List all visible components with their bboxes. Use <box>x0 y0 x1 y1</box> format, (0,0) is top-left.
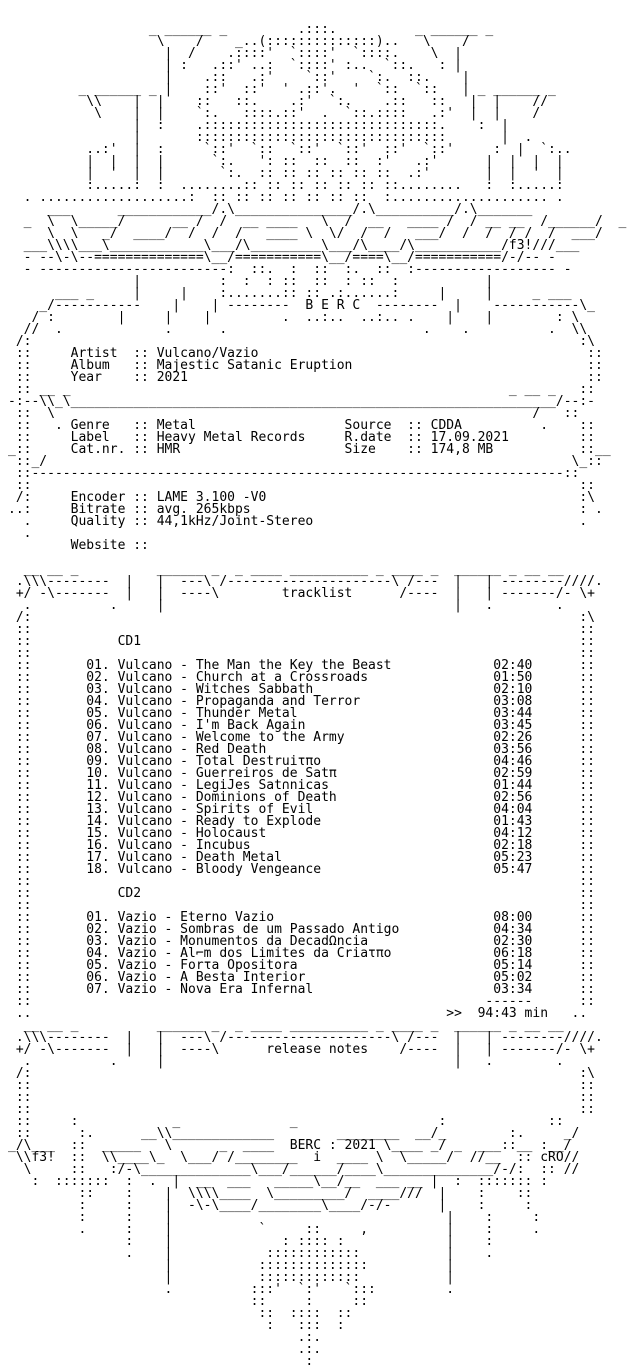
nfo-line: - --\-\--==============\__/===========\__/====\__/===========/-/-- - <box>8 250 556 265</box>
nfo-line: . : | ` :: , | : . <box>8 1222 541 1237</box>
nfo-line: :: :: <box>8 646 595 661</box>
nfo-line: :: Album :: Majestic Satanic Eruption :: <box>8 358 603 373</box>
nfo-line: :: :: <box>8 874 595 889</box>
nfo-line: :: :: <box>8 1078 595 1093</box>
nfo-line: . . | | . . <box>8 598 564 613</box>
nfo-line: \ | | `:. ::::.::' . `::.:::: .:' | | / <box>8 106 541 121</box>
nfo-line: _ ______ _ | ::' ::' ' .::'. ' `:: `:: | _ ______ _ <box>8 82 556 97</box>
nfo-line: / : | | | . ..:.. ..:.. . | | : \ <box>8 310 580 325</box>
nfo-line: ___ ____________/.\_______________/.\__________/.\_______ <box>8 202 533 217</box>
nfo-line: \ \ _/ ____/ / / / ____ \ \/ / / ___/ / / / / / ___/ <box>8 226 603 241</box>
nfo-line: :: :. __\\_____________ ________ __/_ :. _/ <box>8 1126 580 1141</box>
nfo-line: :: 03. Vulcano - Witches Sabbath 02:10 :: <box>8 682 595 697</box>
nfo-line: Website :: <box>8 538 149 553</box>
nfo-line: :: CD2 :: <box>8 886 595 901</box>
nfo-line: :: 04. Vazio - Al⌐m dos Limites da Criaτπo 06:18 :: <box>8 946 595 961</box>
nfo-line: :: 14. Vulcano - Ready to Explode 01:43 :: <box>8 814 595 829</box>
nfo-line: :: 01. Vulcano - The Man the Key the Beast 02:40 :: <box>8 658 595 673</box>
nfo-line: :: :: <box>8 898 595 913</box>
nfo-line: /: :\ <box>8 610 595 625</box>
nfo-line: :.....: : ........:: :: :: :: :: :: ::........ : :.....: <box>8 178 564 193</box>
nfo-line: :: 05. Vulcano - Thunder Metal 03:44 :: <box>8 706 595 721</box>
nfo-line: | | | | `:. ': :: :: :: :' .:' | | | | <box>8 154 564 169</box>
nfo-line: _/\___ :: _____ \ _ ____ BERC : 2021 \____ _/ _ ___::__ :__/ <box>8 1138 572 1153</box>
nfo-line: /: :\ <box>8 334 595 349</box>
nfo-line: . | :::::::::::: | . <box>8 1246 494 1261</box>
nfo-line: // . . . . . . \\ <box>8 322 588 337</box>
nfo-line: .\\\-------- | | ---\ /---------------------\ /--- | | --------////. <box>8 1030 603 1045</box>
nfo-line: __ __ _ ______ _ _ ____ __________ _ ____ _ ______ _ __ __ <box>8 562 564 577</box>
nfo-line: :: 06. Vazio - A Besta Interior 05:02 :: <box>8 970 595 985</box>
nfo-line: /: Encoder :: LAME 3.100 -V0 :\ <box>8 490 595 505</box>
nfo-line: :: 15. Vulcano - Holocaust 04:12 :: <box>8 826 595 841</box>
nfo-line: . . | | . . <box>8 1054 564 1069</box>
nfo-line: :: 07. Vazio - Nova Era Infernal 03:34 :: <box>8 982 595 997</box>
nfo-line: - ------------------------: ::. : :: :. :: :------------------ - <box>8 262 572 277</box>
nfo-line: ..:' | : `::' `:: `::' `::' ::' `::' : | `:.. <box>8 142 572 157</box>
nfo-line: +/ -\------- | | ----\ tracklist /---- | | -------/- \+ <box>8 586 595 601</box>
nfo-line: :: 08. Vulcano - Red Death 03:56 :: <box>8 742 595 757</box>
nfo-line: :: . Genre :: Metal Source :: CDDA . :: <box>8 418 595 433</box>
nfo-line: | :::::::::::::::::::::::::::::::: | . <box>8 130 533 145</box>
nfo-line: : <box>8 1354 314 1369</box>
nfo-line: | :::::::::::::: | <box>8 1258 455 1273</box>
nfo-line: :: 03. Vazio - Monumentos da DecadΩncia 02:30 :: <box>8 934 595 949</box>
nfo-line: :: :: <box>8 1102 595 1117</box>
nfo-line: :: 13. Vulcano - Spirits of Evil 04:04 :: <box>8 802 595 817</box>
nfo-line: \\ | | :: ::. .:' `:. .:: :: | | // <box>8 94 549 109</box>
nfo-line: __ __ _ ______ _ _ ____ __________ _ ____ _ ______ _ __ __ <box>8 1018 564 1033</box>
nfo-line: ..: Bitrate :: avg. 265kbps : . <box>8 502 603 517</box>
nfo-line: :: 06. Vulcano - I'm Back Again 03:45 :: <box>8 718 595 733</box>
nfo-line: :: ------ :: <box>8 994 595 1009</box>
nfo-line: :: 10. Vulcano - Guerreiros de Satπ 02:59 :: <box>8 766 595 781</box>
nfo-line: .:. <box>8 1342 322 1357</box>
nfo-line: _ \ \_____/ __ / / __ ____ \ / __ ____ / / __ __ /______/ _ <box>8 214 627 229</box>
nfo-line: :: 16. Vulcano - Incubus 02:18 :: <box>8 838 595 853</box>
nfo-line: :: :: <box>8 1090 595 1105</box>
nfo-line: .. >> 94:43 min .. <box>8 1006 588 1021</box>
nfo-line: +/ -\------- | | ----\ release notes /---- | | -------/- \+ <box>8 1042 595 1057</box>
nfo-line: :: 07. Vulcano - Welcome to the Army 02:26 :: <box>8 730 595 745</box>
nfo-line: :: 02. Vazio - Sombras de um Passado Antigo 04:34 :: <box>8 922 595 937</box>
nfo-line: -:--\\_\______________________________________________________________/--:- <box>8 394 595 409</box>
nfo-line: ___\\\\___\____________\___/\_________\___/\____/\___________/f3!///___ <box>8 238 580 253</box>
nfo-line: : : | | : : <box>8 1210 541 1225</box>
nfo-line: :: :: <box>8 478 595 493</box>
nfo-line: _:: Cat.nr. :: HMR Size :: 174,8 MB ::__ <box>8 442 611 457</box>
nfo-line: :: \ / :: <box>8 406 580 421</box>
nfo-line: | : : : :: :: : :: : | <box>8 274 494 289</box>
nfo-line: :: CD1 :: <box>8 634 595 649</box>
nfo-line: | ' | | `:. :: :: :: :: :: :: .:' | | ' | <box>8 166 564 181</box>
nfo-line: /: :\ <box>8 1066 595 1081</box>
nfo-line: . :::' `:' `::: . <box>8 1282 455 1297</box>
nfo-line: _/----------- | | -------- B E R C -------- | -----------\_ <box>8 298 595 313</box>
nfo-line: :: : :: <box>8 1294 369 1309</box>
nfo-line: :: 05. Vazio - Forτa Opositora 05:14 :: <box>8 958 595 973</box>
nfo-line: \ / _..(::::::::::::::).. \ / <box>8 34 470 49</box>
nfo-line: .\\\-------- | | ---\ /---------------------\ /--- | | --------////. <box>8 574 603 589</box>
nfo-line: . <box>8 526 32 541</box>
nfo-line: :: 02. Vulcano - Church at a Crossroads 01:50 :: <box>8 670 595 685</box>
nfo-line: ___ _ | | :.......:: :: .:......: | | _ ___ <box>8 286 572 301</box>
nfo-line: . ...................: :: :: :: :: :: :: :: :.................... . <box>8 190 564 205</box>
nfo-line: :: 17. Vulcano - Death Metal 05:23 :: <box>8 850 595 865</box>
nfo-line: :: : _ _ : :: <box>8 1114 564 1129</box>
nfo-line: :: __ _ _ __ _ :: <box>8 382 595 397</box>
nfo-line: :: Year :: 2021 :: <box>8 370 603 385</box>
nfo-line: | .:: .:' `::' `:. ::. | <box>8 70 470 85</box>
nfo-line: ::--------------------------------------------------------------------:: <box>8 466 580 481</box>
nfo-line: : : | -\-\____/________\____/-/- | : : <box>8 1198 533 1213</box>
nfo-line: :: 11. Vulcano - LegiJes Sat∩nicas 01:44 :: <box>8 778 595 793</box>
nfo-line: :: :: <box>8 622 595 637</box>
nfo-line: : ::::::: : . | __ ___ _____\__/__ ___ __ | : ::::::: : <box>8 1174 549 1189</box>
nfo-line: \ :: :/-\______________\___/______/____\______________/-/: :: // <box>8 1162 580 1177</box>
nfo-line: | : .::' ..: `::::' :.. `::. : | <box>8 58 462 73</box>
nfo-line: | ::::::::::::: | <box>8 1270 455 1285</box>
nfo-line: :: 01. Vazio - Eterno Vazio 08:00 :: <box>8 910 595 925</box>
nfo-text <box>8 24 640 1368</box>
nfo-line: : | : :::: : | : <box>8 1234 494 1249</box>
nfo-line: :: 09. Vulcano - Total Destruiτπo 04:46 :: <box>8 754 595 769</box>
nfo-line: :: Label :: Heavy Metal Records R.date :: 17.09.2021 :: <box>8 430 595 445</box>
nfo-line: ::_/ \_:: <box>8 454 603 469</box>
nfo-line: :: :::: :: <box>8 1306 353 1321</box>
nfo-line: | : .::::::::::::::::::::::::::::::. : | <box>8 118 509 133</box>
nfo-line: :: : | \\\\____ \_________/ ____/// | : :: <box>8 1186 533 1201</box>
nfo-line: :: 12. Vulcano - Dominions of Death 02:56 :: <box>8 790 595 805</box>
nfo-line: | / .::::' `::::' `::::. \ | <box>8 46 462 61</box>
nfo-line: \\f3! :: \\____\_ \___/ /________ i ____ \ \_____/ //__ :: cRO// <box>8 1150 580 1165</box>
nfo-line: :: Artist :: Vulcano/Vazio :: <box>8 346 603 361</box>
nfo-line: :: 04. Vulcano - Propaganda and Terror 03:08 :: <box>8 694 595 709</box>
nfo-line: :: 18. Vulcano - Bloody Vengeance 05:47 :: <box>8 862 595 877</box>
nfo-line: : ::: : <box>8 1318 345 1333</box>
nfo-line: _ ______ _ .:::. _ ______ _ <box>8 22 494 37</box>
nfo-line: . Quality :: 44,1kHz/Joint-Stereo . <box>8 514 588 529</box>
nfo-line: .:. <box>8 1330 322 1345</box>
